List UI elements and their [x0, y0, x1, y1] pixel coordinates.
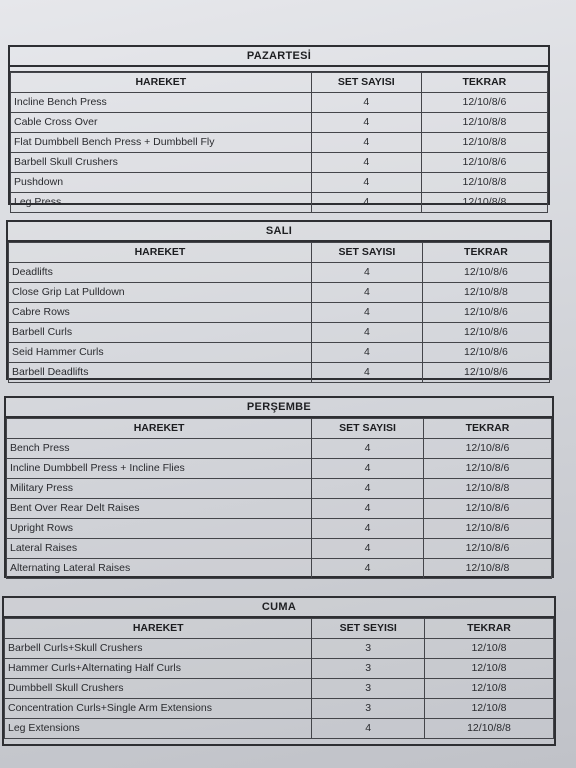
- set-count: 4: [311, 283, 422, 303]
- set-count: 4: [312, 519, 424, 539]
- table-row: [5, 639, 554, 659]
- table-row: [9, 303, 550, 323]
- rep-scheme: 12/10/8/8: [424, 719, 553, 739]
- rep-scheme: 12/10/8: [424, 639, 553, 659]
- rep-scheme: 12/10/8/6: [422, 363, 549, 383]
- header-row: [11, 73, 548, 93]
- exercise-name: Upright Rows: [7, 519, 312, 539]
- day-table-thursday: [4, 396, 554, 578]
- table-row: [7, 519, 552, 539]
- rep-scheme: 12/10/8/6: [421, 93, 547, 113]
- table-row: [7, 499, 552, 519]
- table-row: [9, 323, 550, 343]
- exercise-name: Alternating Lateral Raises: [7, 559, 312, 579]
- rep-scheme: 12/10/8: [424, 659, 553, 679]
- exercise-name: Pushdown: [11, 173, 312, 193]
- rep-scheme: 12/10/8/6: [422, 303, 549, 323]
- set-count: 4: [312, 459, 424, 479]
- exercise-name: Incline Dumbbell Press + Incline Flies: [7, 459, 312, 479]
- rep-scheme: 12/10/8/8: [421, 173, 547, 193]
- exercise-table: [6, 418, 552, 579]
- set-count: 4: [311, 153, 421, 173]
- rep-scheme: 12/10/8/6: [422, 343, 549, 363]
- rep-scheme: 12/10/8/6: [423, 539, 551, 559]
- column-header-exercise: HAREKET: [11, 73, 312, 93]
- set-count: 4: [312, 499, 424, 519]
- set-count: 4: [312, 479, 424, 499]
- exercise-name: Bent Over Rear Delt Raises: [7, 499, 312, 519]
- set-count: 4: [311, 343, 422, 363]
- exercise-name: Concentration Curls+Single Arm Extensions: [5, 699, 312, 719]
- table-row: [11, 113, 548, 133]
- header-row: [9, 243, 550, 263]
- table-row: [5, 659, 554, 679]
- column-header-sets: SET SAYISI: [311, 243, 422, 263]
- set-count: 3: [312, 699, 425, 719]
- exercise-name: Close Grip Lat Pulldown: [9, 283, 312, 303]
- column-header-reps: TEKRAR: [423, 419, 551, 439]
- set-count: 4: [312, 559, 424, 579]
- table-row: [9, 263, 550, 283]
- table-row: [7, 539, 552, 559]
- rep-scheme: 12/10/8/8: [423, 479, 551, 499]
- table-row: [7, 559, 552, 579]
- rep-scheme: 12/10/8/6: [423, 499, 551, 519]
- rep-scheme: 12/10/8/6: [423, 519, 551, 539]
- exercise-name: Flat Dumbbell Bench Press + Dumbbell Fly: [11, 133, 312, 153]
- table-row: [5, 699, 554, 719]
- rep-scheme: 12/10/8/6: [421, 153, 547, 173]
- column-header-sets: SET SAYISI: [311, 73, 421, 93]
- rep-scheme: 12/10/8/8: [422, 283, 549, 303]
- exercise-name: Hammer Curls+Alternating Half Curls: [5, 659, 312, 679]
- rep-scheme: 12/10/8/6: [423, 439, 551, 459]
- rep-scheme: 12/10/8: [424, 679, 553, 699]
- column-header-sets: SET SAYISI: [312, 419, 424, 439]
- set-count: 4: [312, 439, 424, 459]
- column-header-reps: TEKRAR: [422, 243, 549, 263]
- exercise-name: Barbell Curls: [9, 323, 312, 343]
- set-count: 4: [311, 263, 422, 283]
- set-count: 4: [312, 539, 424, 559]
- day-table-friday: [2, 596, 556, 746]
- exercise-name: Lateral Raises: [7, 539, 312, 559]
- header-row: [7, 419, 552, 439]
- exercise-name: Leg Extensions: [5, 719, 312, 739]
- rep-scheme: 12/10/8: [424, 699, 553, 719]
- day-table-monday: [8, 45, 550, 208]
- rep-scheme: 12/10/8/6: [423, 459, 551, 479]
- table-row: [11, 173, 548, 193]
- exercise-table: [8, 242, 550, 383]
- table-row: [5, 719, 554, 739]
- column-header-exercise: HAREKET: [9, 243, 312, 263]
- set-count: 4: [311, 133, 421, 153]
- exercise-table: [10, 72, 548, 213]
- set-count: 4: [311, 323, 422, 343]
- set-count: 4: [311, 193, 421, 213]
- table-row: [9, 363, 550, 383]
- set-count: 4: [311, 93, 421, 113]
- exercise-name: Barbell Deadlifts: [9, 363, 312, 383]
- rep-scheme: 12/10/8/8: [421, 193, 547, 213]
- exercise-name: Leg Press: [11, 193, 312, 213]
- column-header-exercise: HAREKET: [5, 619, 312, 639]
- exercise-name: Incline Bench Press: [11, 93, 312, 113]
- day-title: PAZARTESİ: [10, 47, 548, 67]
- rep-scheme: 12/10/8/8: [421, 113, 547, 133]
- exercise-name: Dumbbell Skull Crushers: [5, 679, 312, 699]
- rep-scheme: 12/10/8/6: [422, 323, 549, 343]
- column-header-sets: SET SEYISI: [312, 619, 425, 639]
- header-row: [5, 619, 554, 639]
- set-count: 3: [312, 659, 425, 679]
- table-row: [9, 343, 550, 363]
- table-row: [11, 193, 548, 213]
- table-row: [7, 479, 552, 499]
- set-count: 4: [311, 303, 422, 323]
- day-title: SALI: [8, 222, 550, 242]
- exercise-name: Deadlifts: [9, 263, 312, 283]
- set-count: 4: [312, 719, 425, 739]
- set-count: 3: [312, 639, 425, 659]
- day-table-tuesday: [6, 220, 552, 380]
- exercise-name: Seid Hammer Curls: [9, 343, 312, 363]
- exercise-name: Cabre Rows: [9, 303, 312, 323]
- table-row: [5, 679, 554, 699]
- table-row: [11, 153, 548, 173]
- table-row: [11, 133, 548, 153]
- rep-scheme: 12/10/8/8: [423, 559, 551, 579]
- exercise-name: Barbell Skull Crushers: [11, 153, 312, 173]
- exercise-table: [4, 618, 554, 739]
- table-row: [7, 439, 552, 459]
- column-header-exercise: HAREKET: [7, 419, 312, 439]
- rep-scheme: 12/10/8/6: [422, 263, 549, 283]
- column-header-reps: TEKRAR: [421, 73, 547, 93]
- set-count: 4: [311, 173, 421, 193]
- rep-scheme: 12/10/8/8: [421, 133, 547, 153]
- column-header-reps: TEKRAR: [424, 619, 553, 639]
- exercise-name: Military Press: [7, 479, 312, 499]
- set-count: 4: [311, 363, 422, 383]
- day-title: PERŞEMBE: [6, 398, 552, 418]
- exercise-name: Bench Press: [7, 439, 312, 459]
- set-count: 3: [312, 679, 425, 699]
- exercise-name: Cable Cross Over: [11, 113, 312, 133]
- table-row: [7, 459, 552, 479]
- set-count: 4: [311, 113, 421, 133]
- table-row: [11, 93, 548, 113]
- day-title: CUMA: [4, 598, 554, 618]
- exercise-name: Barbell Curls+Skull Crushers: [5, 639, 312, 659]
- table-row: [9, 283, 550, 303]
